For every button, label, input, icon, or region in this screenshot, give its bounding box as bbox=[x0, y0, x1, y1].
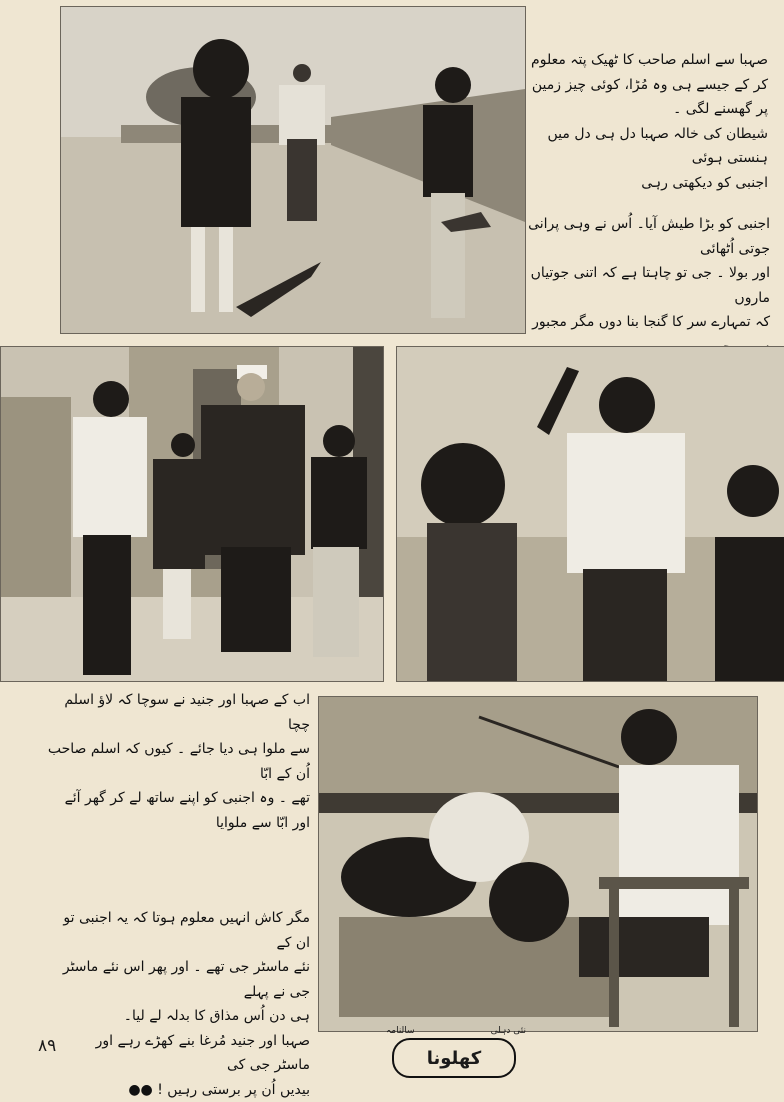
caption-line: اب کے صہبا اور جنید نے سوچا کہ لاؤ اسلم چچا bbox=[40, 688, 310, 737]
magazine-masthead bbox=[380, 1032, 530, 1074]
photo-classroom-punishment bbox=[318, 696, 758, 1032]
caption-line: سے ملوا ہی دیا جائے ۔ کیوں کہ اسلم صاحب اُن کے ابّا bbox=[40, 737, 310, 786]
caption-line: ہی دن اُس مذاق کا بدلہ لے لیا۔ bbox=[60, 1004, 310, 1029]
page-number: ۸۹ bbox=[38, 1036, 56, 1056]
photo-street-scene bbox=[60, 6, 526, 334]
masthead-logo: کھلونا bbox=[392, 1038, 516, 1078]
masthead-annual-label: سالنامہ bbox=[386, 1026, 415, 1036]
caption-lower-left bbox=[40, 688, 310, 835]
masthead-city: نئی دہلی bbox=[491, 1026, 526, 1036]
caption-line: شیطان کی خالہ صہبا دل ہی دل میں ہنستی ہوئی bbox=[530, 122, 768, 171]
caption-line: اور بولا ۔ جی تو چاہتا ہے کہ اتنی جوتیاں ماروں bbox=[520, 261, 770, 310]
caption-line: نئے ماسٹر جی تھے ۔ اور پھر اس نئے ماسٹر جی نے پہلے bbox=[60, 955, 310, 1004]
caption-line: تھے ۔ وہ اجنبی کو اپنے ساتھ لے کر گھر آئے bbox=[40, 786, 310, 811]
caption-line: کہ تمہارے سر کا گنجا بنا دوں مگر مجبور bbox=[520, 310, 770, 359]
caption-line: اجنبی کو دیکھتی رہی bbox=[530, 171, 768, 196]
caption-line: صہبا سے اسلم صاحب کا ٹھیک پتہ معلوم bbox=[530, 48, 768, 73]
caption-line: مگر کاش انہیں معلوم ہوتا کہ یہ اجنبی تو ان کے bbox=[60, 906, 310, 955]
photo-shoe-raised bbox=[396, 346, 784, 682]
caption-line: صہبا اور جنید مُرغا بنے کھڑے رہے اور ماسٹر جی کی bbox=[60, 1029, 310, 1078]
caption-top-right bbox=[530, 48, 768, 195]
caption-line: اجنبی کو بڑا طیش آیا۔ اُس نے وہی پرانی جوتی اُٹھائی bbox=[520, 212, 770, 261]
caption-bottom-left bbox=[60, 906, 310, 1102]
caption-line: کر کے جیسے ہی وہ مُڑا، کوئی چیز زمین پر گھسنے لگی ۔ bbox=[530, 73, 768, 122]
caption-line: بیدیں اُن پر برستی رہیں ! ●● bbox=[60, 1078, 310, 1102]
caption-line: اور ابّا سے ملوایا bbox=[40, 811, 310, 836]
photo-handshake bbox=[0, 346, 384, 682]
